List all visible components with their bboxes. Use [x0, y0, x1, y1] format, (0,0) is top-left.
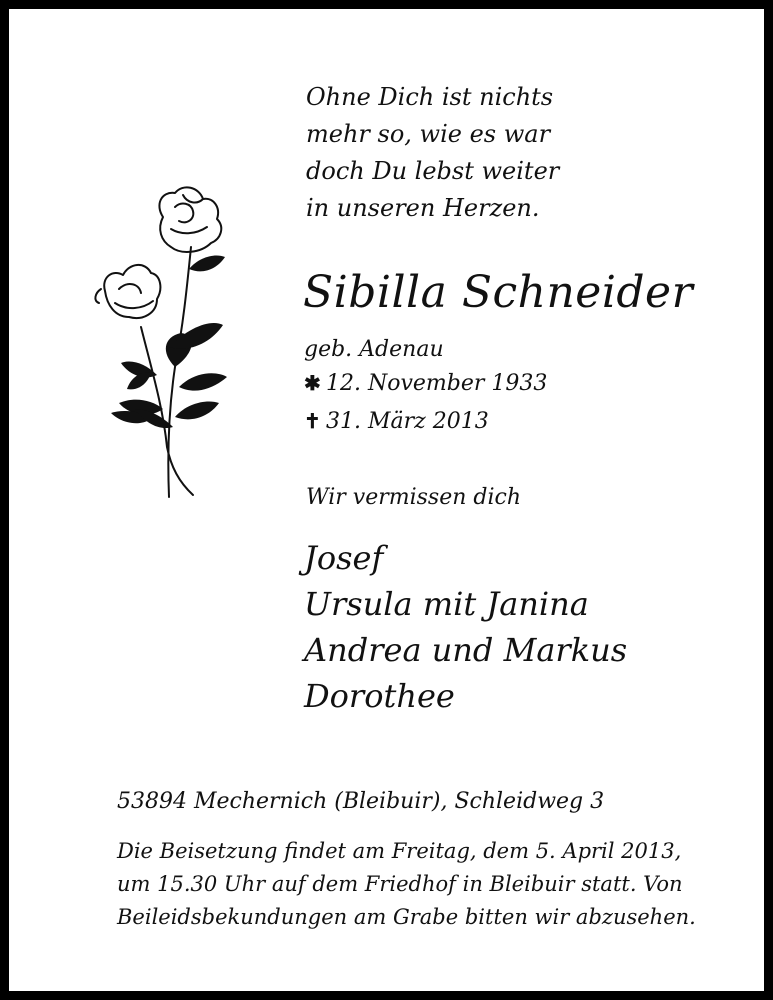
mourner-name: Josef: [304, 539, 384, 577]
notice-line: Die Beisetzung findet am Freitag, dem 5. April 2013,: [117, 839, 682, 863]
mourner-name: Ursula mit Janina: [304, 585, 589, 623]
star-icon: ✱: [304, 371, 321, 395]
death-date: [304, 409, 489, 434]
poem-line: Ohne Dich ist nichts: [306, 83, 554, 111]
poem-line: in unseren Herzen.: [306, 194, 540, 222]
obituary-card: [9, 9, 764, 991]
funeral-notice: [117, 835, 696, 934]
notice-line: Beileidsbekundungen am Grabe bitten wir abzusehen.: [117, 905, 696, 929]
birth-name: geb. Adenau: [304, 337, 444, 362]
birth-date: [304, 371, 547, 396]
poem: [306, 79, 559, 227]
mourner-name: Dorothee: [304, 677, 455, 715]
poem-line: mehr so, wie es war: [306, 120, 551, 148]
deceased-name: Sibilla Schneider: [303, 267, 694, 318]
rose-illustration: [71, 177, 231, 507]
mourner-name: Andrea und Markus: [304, 631, 628, 669]
death-date-text: 31. März 2013: [326, 409, 489, 434]
mourners-list: [304, 535, 627, 719]
poem-line: doch Du lebst weiter: [306, 157, 560, 185]
address: 53894 Mechernich (Bleibuir), Schleidweg 3: [117, 789, 605, 814]
birth-date-text: 12. November 1933: [326, 371, 548, 396]
mourners-intro: Wir vermissen dich: [306, 485, 522, 510]
cross-icon: ✝: [304, 409, 321, 433]
notice-line: um 15.30 Uhr auf dem Friedhof in Bleibuir statt. Von: [117, 872, 683, 896]
